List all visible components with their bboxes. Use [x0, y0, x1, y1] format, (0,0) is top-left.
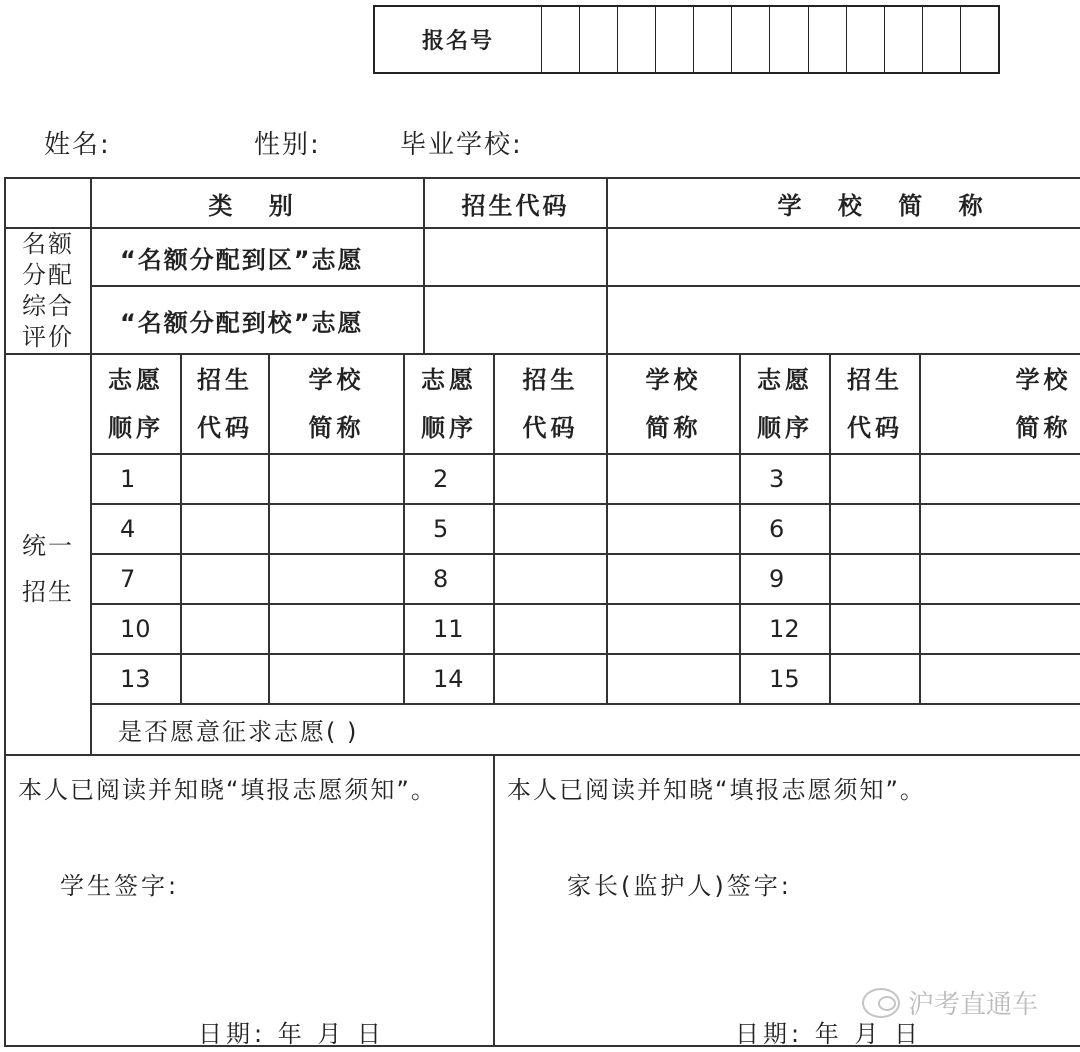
choice-code-cell[interactable] — [181, 554, 269, 604]
watermark — [862, 984, 1038, 1021]
solicit-row — [5, 704, 1080, 755]
order-column-header: 志愿 顺序 — [740, 354, 830, 454]
choice-number: 13 — [91, 654, 181, 704]
student-signature-label: 学生签字: — [60, 872, 180, 900]
choice-code-cell[interactable] — [494, 454, 607, 504]
parent-signature-label: 家长(监护人)签字: — [567, 872, 792, 900]
quota-district-code-cell[interactable] — [424, 228, 607, 286]
order-column-header: 志愿 顺序 — [404, 354, 494, 454]
choice-code-cell[interactable] — [830, 654, 920, 704]
choice-code-cell[interactable] — [181, 604, 269, 654]
choice-number: 4 — [91, 504, 181, 554]
choice-school-cell[interactable] — [920, 504, 1080, 554]
choice-number: 15 — [740, 654, 830, 704]
choice-number: 11 — [404, 604, 494, 654]
school-abbr-header: 学 校 简 称 — [607, 178, 1080, 228]
registration-digit-cell[interactable] — [885, 7, 923, 72]
choice-school-cell[interactable] — [607, 654, 740, 704]
choice-school-cell[interactable] — [920, 604, 1080, 654]
registration-digit-cell[interactable] — [961, 7, 998, 72]
code-column-header: 招生 代码 — [494, 354, 607, 454]
watermark-text: 沪考直通车 — [908, 990, 1039, 1020]
registration-digit-cell[interactable] — [809, 7, 847, 72]
registration-digit-cell[interactable] — [847, 7, 885, 72]
choice-code-cell[interactable] — [830, 504, 920, 554]
unified-side-label: 统一 招生 — [5, 354, 91, 755]
school-column-header: 学校 简称 — [607, 354, 740, 454]
wechat-icon — [862, 988, 900, 1018]
choice-row — [5, 554, 1080, 604]
choice-number: 12 — [740, 604, 830, 654]
notice-text: 本人已阅读并知晓“填报志愿须知”。 — [18, 776, 437, 804]
quota-district-label: “名额分配到区”志愿 — [91, 228, 424, 286]
choice-school-cell[interactable] — [269, 454, 404, 504]
choice-row — [5, 654, 1080, 704]
choice-number: 2 — [404, 454, 494, 504]
choice-number: 8 — [404, 554, 494, 604]
choice-school-cell[interactable] — [920, 654, 1080, 704]
choice-school-cell[interactable] — [269, 504, 404, 554]
application-form-table — [4, 177, 1080, 1047]
code-column-header: 招生 代码 — [181, 354, 269, 454]
choice-row — [5, 504, 1080, 554]
registration-number-label: 报名号 — [375, 7, 542, 72]
registration-digit-cell[interactable] — [770, 7, 808, 72]
registration-digit-cell[interactable] — [542, 7, 580, 72]
choice-school-cell[interactable] — [920, 554, 1080, 604]
choice-code-cell[interactable] — [181, 504, 269, 554]
parent-date-label: 日期: 年 月 日 — [735, 1020, 923, 1048]
choice-number: 10 — [91, 604, 181, 654]
registration-number-box — [373, 5, 1000, 74]
choice-school-cell[interactable] — [269, 604, 404, 654]
student-signature-cell[interactable] — [5, 755, 494, 1046]
school-column-header: 学校 简称 — [920, 354, 1080, 454]
choice-code-cell[interactable] — [830, 554, 920, 604]
choice-code-cell[interactable] — [494, 554, 607, 604]
choice-number: 6 — [740, 504, 830, 554]
notice-text: 本人已阅读并知晓“填报志愿须知”。 — [507, 776, 926, 804]
quota-school-label: “名额分配到校”志愿 — [91, 286, 424, 354]
choice-school-cell[interactable] — [607, 554, 740, 604]
quota-school-school-cell[interactable] — [607, 286, 1080, 354]
choice-code-cell[interactable] — [830, 454, 920, 504]
choice-row — [5, 454, 1080, 504]
unified-header-row — [5, 354, 1080, 454]
quota-district-row — [5, 228, 1080, 286]
choice-code-cell[interactable] — [181, 454, 269, 504]
choice-code-cell[interactable] — [494, 504, 607, 554]
choice-code-cell[interactable] — [494, 604, 607, 654]
quota-side-label: 名额 分配 综合 评价 — [5, 228, 91, 354]
student-date-label: 日期: 年 月 日 — [198, 1020, 385, 1048]
name-label: 姓名: — [44, 130, 111, 160]
choice-code-cell[interactable] — [181, 654, 269, 704]
solicit-question[interactable]: 是否愿意征求志愿( ) — [91, 704, 1080, 755]
choice-school-cell[interactable] — [607, 454, 740, 504]
code-header: 招生代码 — [424, 178, 607, 228]
choice-number: 5 — [404, 504, 494, 554]
registration-digit-cell[interactable] — [618, 7, 656, 72]
registration-digit-cell[interactable] — [694, 7, 732, 72]
choice-school-cell[interactable] — [269, 554, 404, 604]
choice-row — [5, 604, 1080, 654]
choice-school-cell[interactable] — [920, 454, 1080, 504]
code-column-header: 招生 代码 — [830, 354, 920, 454]
registration-digit-cell[interactable] — [732, 7, 770, 72]
registration-digit-cell[interactable] — [656, 7, 694, 72]
choice-code-cell[interactable] — [494, 654, 607, 704]
quota-school-row — [5, 286, 1080, 354]
choice-number: 1 — [91, 454, 181, 504]
blank-corner-cell — [5, 178, 91, 228]
choice-number: 3 — [740, 454, 830, 504]
school-column-header: 学校 简称 — [269, 354, 404, 454]
choice-school-cell[interactable] — [607, 504, 740, 554]
header-row — [5, 178, 1080, 228]
choice-number: 7 — [91, 554, 181, 604]
choice-number: 14 — [404, 654, 494, 704]
quota-district-school-cell[interactable] — [607, 228, 1080, 286]
order-column-header: 志愿 顺序 — [91, 354, 181, 454]
choice-school-cell[interactable] — [607, 604, 740, 654]
registration-digit-cell[interactable] — [923, 7, 961, 72]
school-label: 毕业学校: — [400, 130, 523, 160]
choice-number: 9 — [740, 554, 830, 604]
gender-label: 性别: — [254, 130, 321, 160]
choice-code-cell[interactable] — [830, 604, 920, 654]
choice-school-cell[interactable] — [269, 654, 404, 704]
registration-digit-cell[interactable] — [580, 7, 618, 72]
category-header: 类 别 — [91, 178, 424, 228]
quota-school-code-cell[interactable] — [424, 286, 607, 354]
